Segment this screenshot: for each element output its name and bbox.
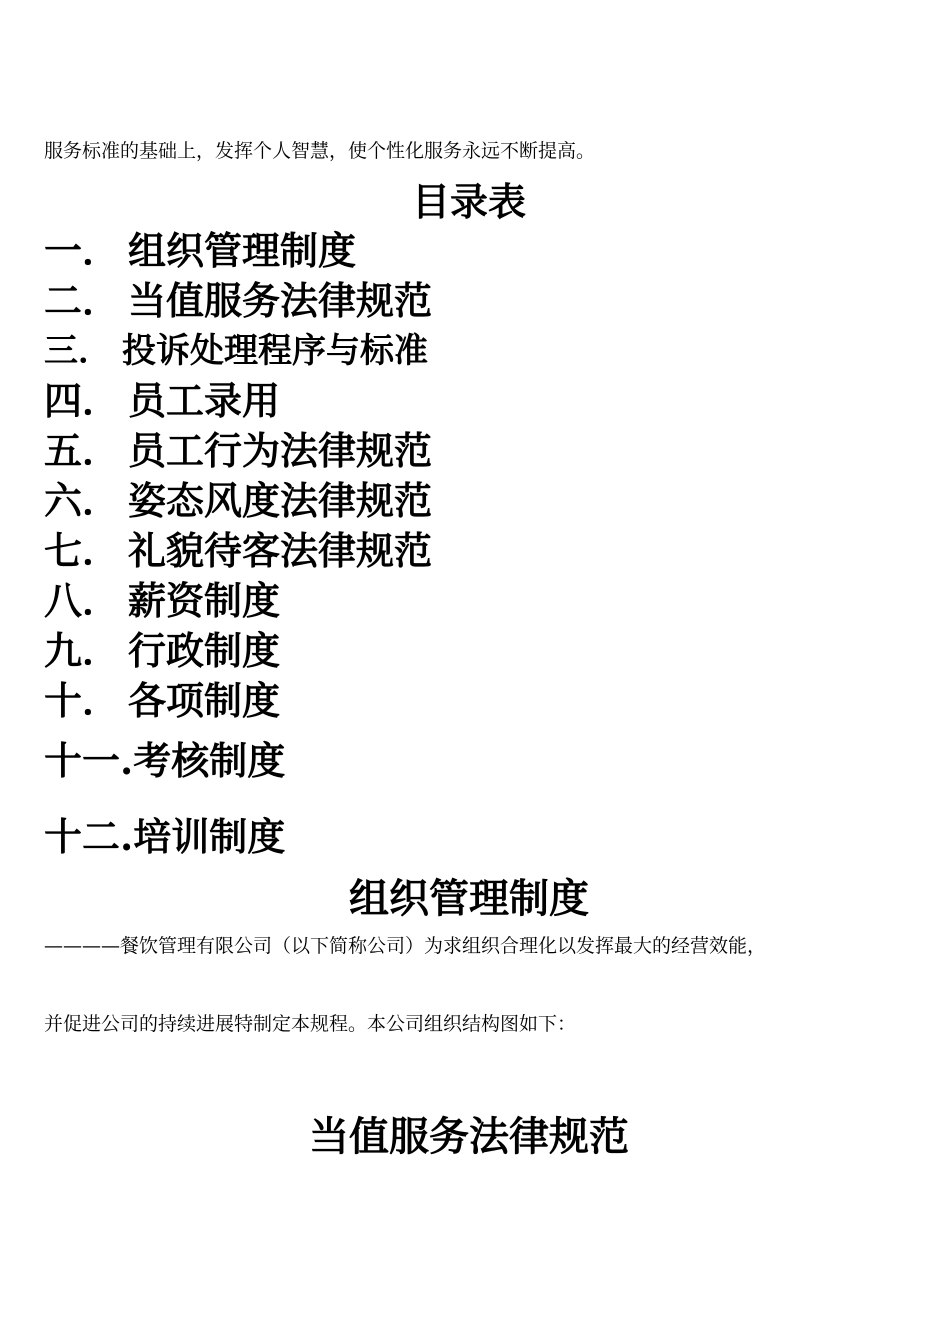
toc-item-label: 姿态风度法律规范	[128, 478, 433, 523]
section-title: 组织管理制度	[349, 875, 589, 922]
toc-item	[44, 736, 432, 786]
toc-item-number: 三．	[44, 331, 112, 371]
toc-item	[44, 526, 432, 576]
paragraph-text: ————餐饮管理有限公司（以下简称公司）为求组织合理化以发挥最大的经营效能，	[44, 935, 767, 957]
toc-item-label: 行政制度	[128, 628, 281, 673]
section-title: 当值服务法律规范	[309, 1113, 629, 1160]
toc-item-label: 培训制度	[133, 814, 286, 859]
toc-item	[44, 676, 432, 726]
toc-item-number: 六．	[44, 478, 121, 523]
toc-item	[44, 626, 432, 676]
intro-text: 服务标准的基础上，发挥个人智慧，使个性化服务永远不断提高。	[44, 140, 596, 162]
toc-item	[44, 226, 432, 276]
toc-item	[44, 376, 432, 426]
toc-item-label: 薪资制度	[128, 578, 281, 623]
toc-item-label: 组织管理制度	[128, 228, 357, 273]
toc-item	[44, 276, 432, 326]
toc-item	[44, 426, 432, 476]
toc-item-number: 十．	[44, 678, 121, 723]
toc-item-number: 九．	[44, 628, 121, 673]
toc-item-number: 八．	[44, 578, 121, 623]
toc-item-number: 十一.	[44, 738, 134, 783]
toc-item-label: 员工录用	[128, 378, 281, 423]
toc-item	[44, 326, 432, 376]
toc-item-number: 七．	[44, 528, 121, 573]
toc-item-label: 各项制度	[128, 678, 281, 723]
toc-item	[44, 476, 432, 526]
toc-item-number: 五．	[44, 428, 121, 473]
toc-item	[44, 812, 432, 862]
toc-item-number: 一．	[44, 228, 121, 273]
paragraph-text: 并促进公司的持续进展特制定本规程。本公司组织结构图如下：	[44, 1013, 577, 1035]
toc-item-label: 员工行为法律规范	[128, 428, 433, 473]
toc-item-number: 四．	[44, 378, 121, 423]
toc-item-number: 十二.	[44, 814, 134, 859]
toc-item-label: 考核制度	[133, 738, 286, 783]
toc-item-label: 礼貌待客法律规范	[128, 528, 433, 573]
toc-item-label: 投诉处理程序与标准	[122, 331, 428, 371]
toc-title: 目录表	[411, 179, 526, 224]
toc-item-label: 当值服务法律规范	[128, 278, 433, 323]
toc-item	[44, 576, 432, 626]
toc-list	[44, 226, 432, 862]
toc-item-number: 二．	[44, 278, 121, 323]
